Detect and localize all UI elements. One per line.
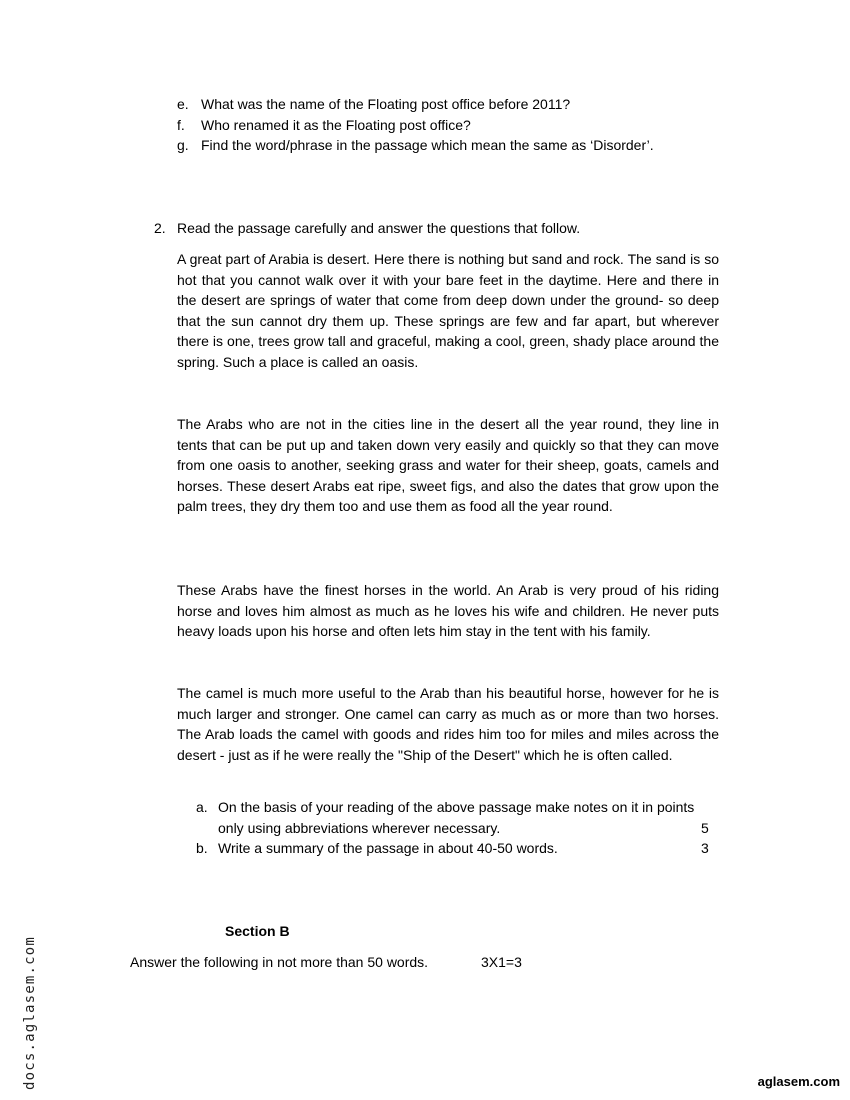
question-label: g.	[177, 137, 189, 153]
passage-paragraph: A great part of Arabia is desert. Here there is nothing but sand and rock. The sand is so hot that you cannot walk over it with your bare feet in the daytime. Here and there in the desert are springs of water that come from deep down under the ground- so deep that the sun cannot dry them up. These springs are few and far apart, but wherever there is one, trees grow tall and graceful, making a cool, green, shady place around the spring. Such a place is called an oasis.	[177, 251, 719, 370]
brand-logo-text: aglasem.com	[757, 1074, 840, 1089]
passage-paragraph: The Arabs who are not in the cities line in the desert all the year round, they line in tents that can be put up and taken down very easily and quickly so that they can move from one oasis to another, seeking grass and water for their sheep, goats, camels and horses. These desert Arabs eat ripe, sweet figs, and also the dates that grow upon the palm trees, they dry them too and use them as food all the year round.	[177, 416, 719, 515]
sub-question-label: a.	[196, 799, 208, 815]
watermark-text: docs.aglasem.com	[22, 935, 38, 1090]
marks-value: 3	[701, 840, 709, 856]
section-title: Section B	[225, 923, 290, 939]
passage-paragraph: These Arabs have the finest horses in the world. An Arab is very proud of his riding horse and loves him almost as much as he loves his wife and children. He never puts heavy loads upon his horse and often lets him stay in the tent with his family.	[177, 582, 719, 640]
question-text: Who renamed it as the Floating post office?	[201, 117, 471, 133]
passage-paragraph: The camel is much more useful to the Arab than his beautiful horse, however for he is much larger and stronger. One camel can carry as much as or more than two horses. The Arab loads the camel with goods and rides him too for miles and miles across the desert - just as if he were really the "Ship of the Desert" which he is often called.	[177, 685, 719, 763]
marks-value: 5	[701, 820, 709, 836]
question-text: What was the name of the Floating post office before 2011?	[201, 96, 571, 112]
sub-question-text: Write a summary of the passage in about 40-50 words.	[218, 840, 558, 856]
section-instruction: Answer the following in not more than 50 words.	[130, 954, 429, 970]
question-label: e.	[177, 96, 189, 112]
question-instruction: Read the passage carefully and answer the questions that follow.	[177, 220, 581, 236]
sub-question-label: b.	[196, 840, 208, 856]
question-label: f.	[177, 117, 185, 133]
sub-question-text-continued: only using abbreviations wherever necessary.	[218, 820, 501, 836]
sub-question-text: On the basis of your reading of the above passage make notes on it in points	[218, 799, 695, 815]
question-text: Find the word/phrase in the passage which mean the same as ‘Disorder’.	[201, 137, 654, 153]
question-number: 2.	[154, 220, 166, 236]
section-marks: 3X1=3	[481, 954, 522, 970]
